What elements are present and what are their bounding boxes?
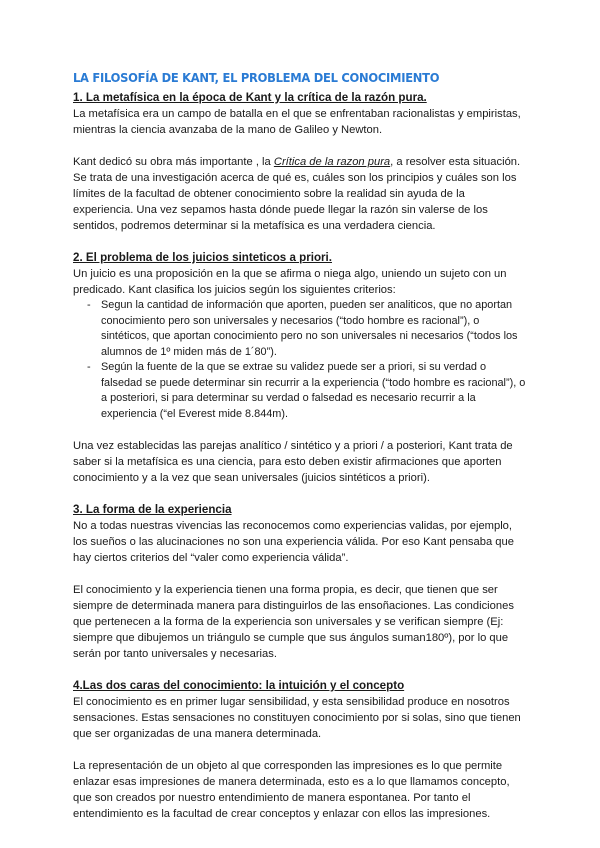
section-2-heading: 2. El problema de los juicios sinteticos a priori. — [73, 251, 332, 264]
section-1-paragraph-1: La metafísica era un campo de batalla en el que se enfrentaban racionalistas y empiristas, mientras la ciencia avanzaba de la mano de Galileo y Newton. — [73, 108, 521, 136]
section-3-heading: 3. La forma de la experiencia — [73, 503, 232, 516]
paragraph-text: , a resolver esta situación. Se trata de una investigación acerca de qué es, cuáles son los principios y cuáles son los límites de la facultad de obtener conocimiento sobre la realidad sin ayuda de la experiencia. Una vez sepamos hasta dónde puede llegar la razón sin valerse de los sentidos, podremos determinar si la metafísica es una verdadera ciencia. — [73, 156, 521, 232]
document-content — [73, 70, 528, 822]
section-3-paragraph-1: No a todas nuestras vivencias las reconocemos como experiencias validas, por ejemplo, los sueños o las alucinaciones no son una experiencia válida. Por eso Kant pensaba que hay ciertos criterios del “valer como experiencia válida”. — [73, 520, 514, 564]
section-4-heading: 4.Las dos caras del conocimiento: la intuición y el concepto — [73, 679, 405, 692]
document-title: LA FILOSOFÍA DE KANT, EL PROBLEMA DEL CONOCIMIENTO — [73, 70, 440, 85]
section-1-paragraph-2 — [73, 154, 528, 234]
section-4-paragraph-1: El conocimiento es en primer lugar sensibilidad, y esta sensibilidad produce en nosotros sensaciones. Estas sensaciones no constituyen conocimiento por si solas, sino que tienen que ser organizadas de una manera determinada. — [73, 696, 521, 740]
section-1-heading: 1. La metafísica en la época de Kant y la crítica de la razón pura. — [73, 91, 427, 104]
list-item-text: Segun la cantidad de información que aporten, pueden ser analiticos, que no aportan conocimiento pero son universales y necesarios (“todo hombre es racional”), o sintéticos, que aportan conocimiento pero no son universales ni necesarios (“todos los alumnos de 1º miden más de 1´80”). — [101, 299, 518, 358]
list-item — [73, 360, 528, 422]
book-title-link[interactable]: Crítica de la razon pura — [273, 156, 391, 168]
criteria-list — [73, 298, 528, 422]
paragraph-text: Kant dedicó su obra más importante , la — [73, 156, 274, 168]
list-item-text: Según la fuente de la que se extrae su validez puede ser a priori, si su verdad o falsedad se puede determinar sin recurrir a la experiencia (“todo hombre es racional”), o a posteriori, si para determinar su verdad o falsedad es necesario recurrir a la experiencia (“el Everest mide 8.844m). — [101, 361, 526, 420]
section-2-paragraph-1: Un juicio es una proposición en la que se afirma o niega algo, uniendo un sujeto con un predicado. Kant clasifica los juicios según los siguientes criterios: — [73, 268, 507, 296]
section-4-paragraph-2: La representación de un objeto al que corresponden las impresiones es lo que permite enlazar esas impresiones de manera determinada, esto es a lo que llamamos concepto, que son creados por nuestro entendimiento de manera espontanea. Por tanto el entendimiento es la facultad de crear conceptos y enlazar con ellos las impresiones. — [73, 760, 510, 820]
list-item — [73, 298, 528, 360]
list-bullet: - — [87, 299, 91, 311]
list-bullet: - — [87, 361, 91, 373]
section-3-paragraph-2: El conocimiento y la experiencia tienen una forma propia, es decir, que tienen que ser siempre de determinada manera para distinguirlos de las ensoñaciones. Las condiciones que pertenecen a la forma de la experiencia son universales y se verifican siempre (Ej: siempre que dibujemos un triángulo se cumple que sus ángulos suman180º), por lo que serán por tanto universales y necesarias. — [73, 584, 514, 660]
section-2-paragraph-2: Una vez establecidas las parejas analítico / sintético y a priori / a posteriori, Kant trata de saber si la metafísica es una ciencia, para esto deben existir afirmaciones que aporten conocimiento y a la vez que sean universales (juicios sintéticos a priori). — [73, 440, 513, 484]
